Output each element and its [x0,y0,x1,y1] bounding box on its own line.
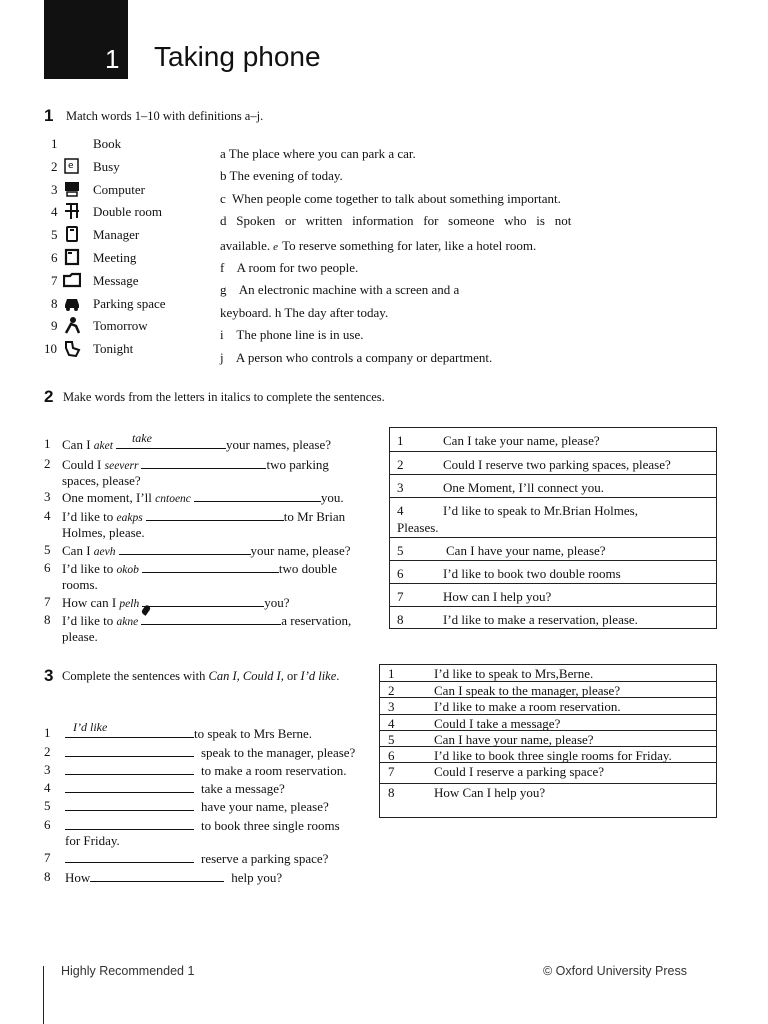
sentence-line [65,849,328,867]
definition-text: a The place where you can park a car. [220,146,416,161]
word-number: 3 [51,181,58,197]
answer-text: One Moment, I’ll connect you. [443,480,605,495]
word-item: Message [93,272,139,288]
word-item: Book [93,136,122,151]
answer-blank [65,720,194,738]
sentence-number: 7 [44,594,51,609]
answer-blank [116,431,226,449]
definition-line [220,237,536,256]
sentence-line [62,488,344,508]
answer-text: I’d like to speak to Mrs,Berne. [434,666,594,681]
footer-rule [43,966,44,1024]
answer-text: I’d like to make a room reservation. [434,699,621,714]
sentence-continuation: Holmes, please. [62,525,145,540]
sentence-end: to speak to Mrs Berne. [194,726,313,741]
answer-number: 2 [397,457,404,472]
answer-blank [65,816,194,830]
answer-row [390,606,716,629]
sentence-end: to Mr Brian [283,509,346,524]
footer-left: Highly Recommended 1 [61,964,195,978]
sentence-number: 4 [44,780,51,795]
exercise-3-answer-table [379,664,717,818]
definition-text: f A room for two people. [220,260,359,275]
sentence-start: How [65,870,91,885]
definition-line [220,167,343,184]
answer-row [380,665,716,681]
exercise-3-number: 3 [44,666,54,685]
instruction-last-option: I’d like [300,669,337,683]
definition-text: keyboard. h The day after today. [220,305,389,320]
jumbled-word: cntoenc [155,493,191,505]
definition-line [220,259,358,276]
answer-row [380,697,716,715]
answer-text: I’d like to make a reservation, please. [443,612,638,627]
definition-text: i The phone line is in use. [220,327,364,342]
sentence-end: reserve a parking space? [201,851,329,866]
sentence-end: you. [320,490,344,505]
word-number: 5 [51,227,58,243]
email-icon [63,157,81,175]
answer-text: Could I reserve a parking space? [434,764,605,779]
car-icon [63,294,81,312]
folder-icon [63,271,81,289]
sentence-continuation: rooms. [62,577,98,592]
definition-text: c When people come together to talk about something important. [220,191,561,206]
answer-number: 1 [397,433,404,448]
answer-text: Can I take your name, please? [443,433,600,448]
jumbled-word: okob [116,564,139,576]
word-item: Meeting [93,250,137,265]
definition-letter: e [273,241,279,253]
answer-blank [65,761,194,775]
sentence-line [62,559,337,579]
answer-row [380,681,716,698]
answer-row [390,428,716,451]
answer-number: 5 [388,732,395,747]
answer-continuation: Pleases. [397,520,439,535]
handwritten-answer: I’d like [73,720,108,734]
sentence-line [62,541,350,561]
sentence-start: Can I [62,437,94,452]
sentence-number: 3 [44,489,51,504]
sentence-number: 5 [44,542,51,557]
instruction-text: Complete the sentences with [62,669,209,683]
answer-blank [65,797,194,811]
answer-row [380,730,716,747]
answer-text: Could I take a message? [434,716,561,731]
sentence-continuation: spaces, please? [62,473,141,488]
answer-row [390,497,716,538]
answer-blank [65,849,194,863]
sentence-line [65,868,282,886]
answer-text: How Can I help you? [434,785,546,800]
sentence-number: 8 [44,612,51,627]
word-number: 7 [51,272,58,288]
sentence-start: Can I [62,543,94,558]
word-number: 4 [51,204,58,220]
answer-number: 3 [388,699,395,714]
answer-blank [119,541,251,555]
definition-line [220,304,388,321]
word-number: 9 [51,318,58,334]
sentence-continuation: for Friday. [65,833,120,848]
sentence-end: a reservation, [281,613,352,628]
sentence-start: I’d like to [62,561,117,576]
sentence-line [65,761,346,779]
instruction-end: . [336,669,340,683]
sentence-number: 1 [44,436,51,451]
answer-number: 6 [397,566,404,581]
answer-number: 1 [388,666,395,681]
word-item: Tonight [93,341,134,357]
exercise-2-answer-table [389,427,717,629]
answer-text: Can I speak to the manager, please? [434,683,621,698]
jumbled-word: pelh [119,598,140,610]
handwritten-answer: take [131,431,152,445]
answer-text: Could I reserve two parking spaces, please? [443,457,671,472]
sentence-end: to make a room reservation. [201,763,347,778]
answer-number: 6 [388,748,395,763]
person-icon [63,316,81,334]
doc-icon [63,248,81,266]
answer-number: 4 [388,716,395,731]
sentence-line [65,743,355,761]
word-number: 6 [51,250,58,265]
definition-line [220,145,416,162]
sentence-start: I’d like to [62,509,117,524]
jumbled-word: akne [116,616,139,628]
instruction-options: Can I, Could I, [208,669,284,683]
word-item: Computer [93,181,145,197]
svg-text:e: e [68,160,74,171]
sentence-end: your names, please? [225,437,331,452]
sentence-end: help you? [231,870,283,885]
answer-row [380,714,716,731]
answer-row [390,583,716,607]
answer-number: 7 [388,764,395,779]
jumbled-word: aket [93,440,113,452]
answer-blank [90,868,224,882]
definition-text: d Spoken or written information for someone who is not [220,213,572,228]
exercise-2-instruction: Make words from the letters in italics to complete the sentences. [63,390,385,404]
definition-line [220,349,492,366]
definition-line [220,281,459,298]
word-number: 1 [51,136,58,151]
sentence-number: 8 [44,869,51,884]
sentence-number: 3 [44,762,51,777]
answer-text: I’d like to book three single rooms for Friday. [434,748,672,763]
door-icon [63,202,81,220]
instruction-or: or [283,669,301,683]
answer-row [390,560,716,584]
sentence-number: 5 [44,798,51,813]
word-item: Double room [93,204,162,220]
exercise-2-number: 2 [44,387,54,406]
answer-blank [142,559,279,573]
definition-line [220,212,571,229]
definition-text: b The evening of today. [220,168,343,183]
word-number: 2 [51,158,58,174]
definition-line [220,326,363,343]
exercise-3-instruction [62,669,339,684]
answer-number: 2 [388,683,395,698]
sentence-end: your name, please? [250,543,351,558]
answer-number: 4 [397,503,404,518]
definition-text: g An electronic machine with a screen and a [220,282,460,297]
footer-right: © Oxford University Press [543,964,687,978]
sentence-end: take a message? [201,781,285,796]
definition-line [220,190,561,207]
sentence-end: you? [264,595,290,610]
answer-blank [142,593,264,607]
answer-blank [194,488,321,502]
computer-icon [63,180,81,198]
answer-text: I’d like to speak to Mr.Brian Holmes, [443,503,638,518]
sentence-start: I’d like to [62,613,117,628]
hand-icon [63,339,81,357]
answer-text: I’d like to book two double rooms [443,566,621,581]
word-item: Parking space [93,295,166,311]
sentence-number: 2 [44,456,51,471]
answer-row [390,451,716,475]
sentence-line [65,779,285,797]
answer-row [380,746,716,763]
definition-text: j A person who controls a company or department. [220,350,493,365]
word-item: Busy [93,158,120,174]
answer-number: 3 [397,480,404,495]
sentence-number: 6 [44,560,51,575]
answer-number: 8 [388,785,395,800]
exercise-1-instruction: Match words 1–10 with definitions a–j. [66,109,264,123]
answer-row [390,474,716,498]
answer-blank [146,507,284,521]
jumbled-word: seeverr [104,460,139,472]
sentence-number: 6 [44,817,51,832]
phone-icon [63,225,81,243]
word-number: 8 [51,295,58,311]
jumbled-word: aevh [93,546,116,558]
word-item: Tomorrow [93,318,148,334]
jumbled-word: eakps [116,512,143,524]
answer-blank [141,455,266,469]
sentence-number: 1 [44,725,51,740]
answer-number: 8 [397,612,404,627]
sentence-line [65,720,313,742]
sentence-end: have your name, please? [201,799,329,814]
definition-text: available. [220,238,271,253]
answer-number: 7 [397,589,404,604]
answer-number: 5 [397,543,404,558]
answer-row [390,537,716,561]
answer-text: Can I have your name, please? [434,732,594,747]
sentence-start: One moment, I’ll [62,490,156,505]
sentence-number: 7 [44,850,51,865]
sentence-start: Could I [62,457,105,472]
answer-row [380,762,716,784]
sentence-number: 2 [44,744,51,759]
answer-row [380,783,716,818]
exercise-1-number: 1 [44,106,54,125]
sentence-end: two double [278,561,338,576]
chapter-number-box [44,0,128,79]
sentence-continuation: please. [62,629,98,644]
sentence-end: speak to the manager, please? [201,745,356,760]
sentence-number: 4 [44,508,51,523]
sentence-end: two parking [266,457,329,472]
answer-blank [65,779,194,793]
answer-text: How can I help you? [443,589,552,604]
sentence-line [62,431,331,455]
page-title: Taking phone [154,41,321,72]
answer-blank [141,611,281,625]
sentence-line [62,593,290,613]
definition-text: To reserve something for later, like a hotel room. [282,238,537,253]
sentence-line [65,797,329,815]
sentence-start: How can I [62,595,120,610]
sentence-end: to book three single rooms [201,818,340,833]
answer-blank [65,743,194,757]
word-item: Manager [93,227,140,243]
word-number: 10 [44,341,57,357]
answer-text: Can I have your name, please? [446,543,606,558]
chapter-number: 1 [105,44,120,74]
sentence-line [62,611,351,631]
